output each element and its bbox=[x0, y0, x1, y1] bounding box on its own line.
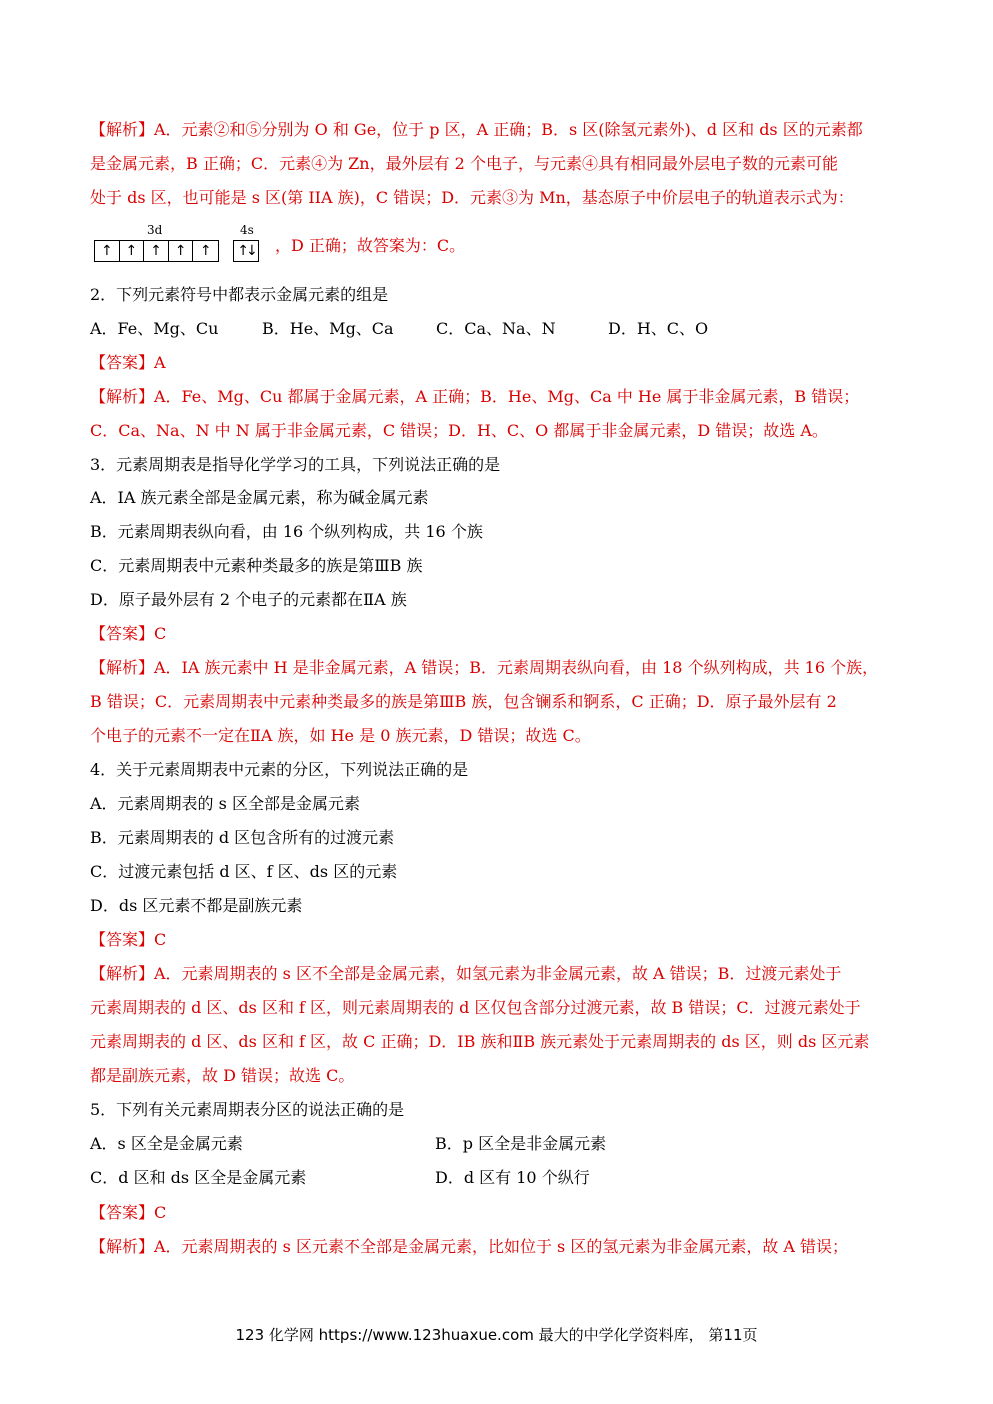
analysis-line: 元素周期表的 d 区、ds 区和 f 区，故 C 正确；D．IB 族和ⅡB 族元素处于元素周期表的 ds 区，则 ds 区元素 bbox=[90, 1032, 870, 1051]
option-c: C．Ca、Na、N bbox=[436, 319, 556, 338]
option-d: D．d 区有 10 个纵行 bbox=[435, 1168, 590, 1187]
option-a: A．s 区全是金属元素 bbox=[90, 1134, 243, 1153]
analysis-line: 元素周期表的 d 区、ds 区和 f 区，则元素周期表的 d 区仅包含部分过渡元素，故 B 错误；C．过渡元素处于 bbox=[90, 998, 861, 1017]
orbital-cell: ↑ bbox=[120, 241, 145, 261]
question-2: 2．下列元素符号中都表示金属元素的组是 bbox=[90, 285, 389, 304]
orbital-diagram bbox=[94, 223, 274, 265]
answer-4: 【答案】C bbox=[90, 930, 167, 949]
analysis-line: 都是副族元素，故 D 错误；故选 C。 bbox=[90, 1066, 355, 1085]
option-b: B．He、Mg、Ca bbox=[262, 319, 394, 338]
question-5-options-row1 bbox=[90, 1134, 910, 1154]
analysis-line: 处于 ds 区，也可能是 s 区(第 IIA 族)，C 错误；D．元素③为 Mn，基态原子中价层电子的轨道表示式为： bbox=[90, 188, 854, 207]
orbital-label-4s: 4s bbox=[240, 223, 254, 237]
orbital-4s-box bbox=[233, 240, 259, 262]
analysis-line: 【解析】A．元素周期表的 s 区不全部是金属元素，如氢元素为非金属元素，故 A 错误；B．过渡元素处于 bbox=[90, 964, 842, 983]
analysis-line: 个电子的元素不一定在ⅡA 族，如 He 是 0 族元素，D 错误；故选 C。 bbox=[90, 726, 591, 745]
question-5: 5．下列有关元素周期表分区的说法正确的是 bbox=[90, 1100, 405, 1119]
analysis-line: ，D 正确；故答案为：C。 bbox=[275, 236, 466, 255]
answer-2: 【答案】A bbox=[90, 353, 166, 372]
option-c: C．d 区和 ds 区全是金属元素 bbox=[90, 1168, 307, 1187]
option-d: D．原子最外层有 2 个电子的元素都在ⅡA 族 bbox=[90, 590, 407, 609]
option-a: A．元素周期表的 s 区全部是金属元素 bbox=[90, 794, 360, 813]
question-2-options bbox=[90, 319, 910, 339]
analysis-line: 【解析】A．元素②和⑤分别为 O 和 Ge，位于 p 区，A 正确；B．s 区(除氢元素外)、d 区和 ds 区的元素都 bbox=[90, 120, 863, 139]
orbital-3d-boxes bbox=[94, 240, 219, 262]
option-a: A．IA 族元素全部是金属元素，称为碱金属元素 bbox=[90, 488, 429, 507]
option-a: A．Fe、Mg、Cu bbox=[90, 319, 219, 338]
analysis-line: 是金属元素，B 正确；C．元素④为 Zn，最外层有 2 个电子，与元素④具有相同最外层电子数的元素可能 bbox=[90, 154, 838, 173]
orbital-cell: ↑ bbox=[144, 241, 169, 261]
orbital-cell: ↑ bbox=[199, 243, 212, 259]
option-d: D．ds 区元素不都是副族元素 bbox=[90, 896, 303, 915]
orbital-cell: ↑↓ bbox=[237, 243, 255, 259]
orbital-cell: ↑ bbox=[95, 241, 120, 261]
answer-3: 【答案】C bbox=[90, 624, 167, 643]
option-c: C．过渡元素包括 d 区、f 区、ds 区的元素 bbox=[90, 862, 398, 881]
option-b: B．p 区全是非金属元素 bbox=[435, 1134, 607, 1153]
analysis-line: 【解析】A．元素周期表的 s 区元素不全部是金属元素，比如位于 s 区的氢元素为非金属元素，故 A 错误； bbox=[90, 1237, 849, 1256]
analysis-line: 【解析】A．Fe、Mg、Cu 都属于金属元素，A 正确；B．He、Mg、Ca 中 He 属于非金属元素，B 错误； bbox=[90, 387, 860, 406]
analysis-line: B 错误；C．元素周期表中元素种类最多的族是第ⅢB 族，包含镧系和锕系，C 正确；D．原子最外层有 2 bbox=[90, 692, 837, 711]
question-5-options-row2 bbox=[90, 1168, 910, 1188]
question-4: 4．关于元素周期表中元素的分区，下列说法正确的是 bbox=[90, 760, 469, 779]
page-footer: 123 化学网 https://www.123huaxue.com 最大的中学化学资料库， 第11页 bbox=[235, 1326, 758, 1344]
question-3: 3．元素周期表是指导化学学习的工具，下列说法正确的是 bbox=[90, 455, 501, 474]
analysis-line: 【解析】A．IA 族元素中 H 是非金属元素，A 错误；B．元素周期表纵向看，由 18 个纵列构成，共 16 个族， bbox=[90, 658, 879, 677]
analysis-line: C．Ca、Na、N 中 N 属于非金属元素，C 错误；D．H、C、O 都属于非金属元素，D 错误；故选 A。 bbox=[90, 421, 828, 440]
option-d: D．H、C、O bbox=[608, 319, 709, 338]
answer-5: 【答案】C bbox=[90, 1203, 167, 1222]
orbital-cell: ↑ bbox=[169, 241, 194, 261]
orbital-label-3d: 3d bbox=[147, 223, 163, 237]
option-b: B．元素周期表的 d 区包含所有的过渡元素 bbox=[90, 828, 395, 847]
option-b: B．元素周期表纵向看，由 16 个纵列构成，共 16 个族 bbox=[90, 522, 483, 541]
option-c: C．元素周期表中元素种类最多的族是第ⅢB 族 bbox=[90, 556, 423, 575]
